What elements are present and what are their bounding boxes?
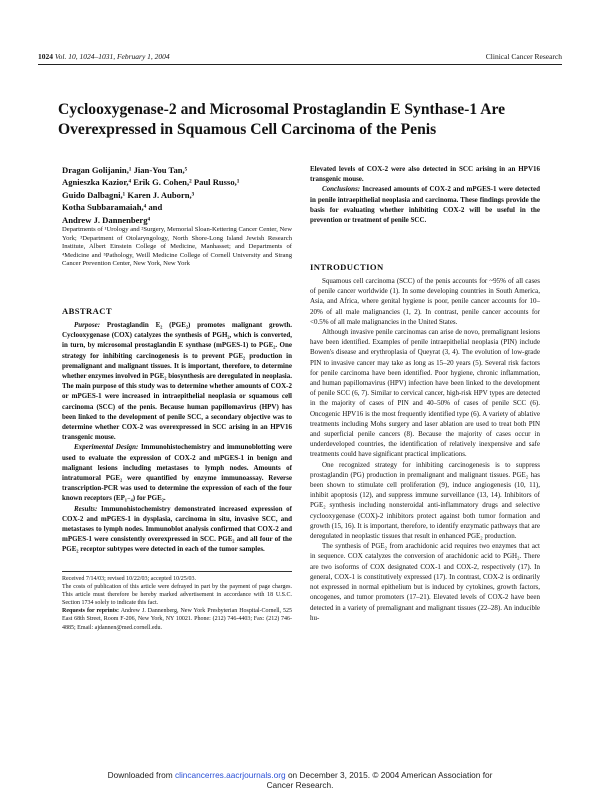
reprints-label: Requests for reprints:	[62, 608, 120, 615]
abstract-design	[62, 442, 292, 503]
page-number: 1024	[38, 52, 53, 61]
running-header	[38, 52, 562, 64]
publication-costs: The costs of publication of this article were defrayed in part by the payment of page charges. This article must therefore be hereby marked advertisement in accordance with 18 U.S.C. Section 1734 solely to indicate this fact.	[62, 584, 292, 607]
abstract-results	[62, 504, 292, 555]
author-line: Agnieszka Kazior,⁴ Erik G. Cohen,² Paul Russo,¹	[62, 177, 240, 188]
purpose-text: Prostaglandin E₂ (PGE₂) promotes malignant growth. Cyclooxygenase (COX) catalyzes the synthesis of PGH₂, which is converted, in turn, by microsomal prostaglandin E synthase (mPGES-1) to PGE₂. One strategy for inhibiting carcinogenesis is to prevent PGE₂ production in premalignant and malignant tissues. It is important, therefore, to determine whether enzymes involved in PGE₂ biosynthesis are deregulated in neoplasia. The main purpose of this study was to determine whether amounts of COX-2 or mPGES-1 were increased in intraepithelial neoplasia or squamous cell carcinoma (SCC) of the penis. Because human papillomavirus (HPV) has been linked to the development of penile SCC, a secondary objective was to determine whether COX-2 was overexpressed in SCC arising in an HPV16 transgenic mouse.	[62, 321, 293, 442]
download-middle: on December 3, 2015. © 2004 American Association for	[285, 770, 493, 780]
footnotes	[62, 575, 292, 632]
intro-paragraph: The synthesis of PGE₂ from arachidonic acid requires two enzymes that act in sequence. COX catalyzes the conversion of arachidonic acid to PGH₂. There are two isoforms of COX designated COX-1 and COX-2, respectively (17). In general, COX-1 is constitutively expressed (17). In contrast, COX-2 is ordinarily not expressed in normal epithelium but is induced by cytokines, growth factors, oncogenes, and tumor promoters (17–21). Elevated levels of COX-2 have been detected in a variety of premalignant and malignant tissues (22–28). An inducible hu-	[310, 542, 540, 622]
journal-link[interactable]: clincancerres.aacrjournals.org	[174, 770, 286, 780]
author-line: Andrew J. Dannenberg⁴	[62, 214, 151, 225]
download-prefix: Downloaded from	[107, 770, 175, 780]
results-continued: Elevated levels of COX-2 were also detected in SCC arising in an HPV16 transgenic mouse.	[310, 165, 540, 184]
intro-paragraph: Squamous cell carcinoma (SCC) of the penis accounts for ~95% of all cases of penile cancer worldwide (1). In some developing countries in South America, Asia, and Africa, where genital hygiene is poor, penile cancer accounts for 10–20% of all male malignancies (1, 2). In contrast, penile cancer accounts for <0.5% of all male malignancies in the United States.	[310, 277, 540, 326]
introduction-body	[310, 276, 540, 623]
reprint-request	[62, 607, 292, 631]
article-title: Cyclooxygenase-2 and Microsomal Prostaglandin E Synthase-1 Are Overexpressed in Squamous Cell Carcinoma of the Penis	[58, 101, 506, 138]
journal-name: Clinical Cancer Research	[485, 52, 562, 61]
affiliations: Departments of ¹Urology and ²Surgery, Memorial Sloan-Kettering Cancer Center, New York; ³Department of Otolaryngology, North Shore-Long Island Jewish Research Institute, Albert Einstein College of Medicine, Manhasset; and Departments of ⁴Medicine and ⁵Pathology, Weill Medicine College of Cornell University and Strang Cancer Prevention Center, New York, New York	[62, 226, 292, 268]
author-line: Guido Dalbagni,¹ Karen J. Auborn,³	[62, 189, 195, 200]
abstract-body	[62, 320, 292, 555]
intro-paragraph: Although invasive penile carcinomas can arise de novo, premalignant lesions have been identified. Examples of penile intraepithelial neoplasia (PIN) include Bowen's disease and erythroplasia of Queyrat (3, 4). The evolution of low-grade PIN to invasive cancer may take as long as 15–20 years (5). Several risk factors for penile carcinoma have been identified. Poor hygiene, chronic inflammation, and human papillomavirus (HPV) infection have been linked to the development of penile SCC (6, 7). Similar to cervical cancer, high-risk HPV types are detected in the majority of cases of PIN and 40–50% of cases of penile SCC (6). Oncogenic HPV16 is the most frequently identified type (6). A variety of ablative treatments including Mohs surgery and laser ablation are used to treat both PIN and superficial penile cancers (8). Because the majority of cases occur in underdeveloped countries, the identification of relatively inexpensive and safe treatments could have significant practical implications.	[310, 328, 540, 459]
header-rule	[38, 64, 562, 65]
results-label: Results:	[74, 504, 98, 513]
footnote-rule	[62, 571, 292, 572]
purpose-label: Purpose:	[74, 321, 101, 329]
citation: Vol. 10, 1024–1031, February 1, 2004	[54, 52, 170, 61]
abstract-continuation	[310, 164, 540, 225]
introduction-heading: INTRODUCTION	[310, 262, 384, 272]
results-text: Immunohistochemistry demonstrated increased expression of COX-2 and mPGES-1 in dysplasia, carcinoma in situ, invasive SCC, and metastases to lymph nodes. Immunoblot analysis confirmed that COX-2 and mPGES-1 were consistently overexpressed in SCC. PGE₂ and all four of the PGE₂ receptor subtypes were detected in each of the tumor samples.	[62, 504, 292, 554]
intro-paragraph: One recognized strategy for inhibiting carcinogenesis is to suppress prostaglandin (PG) production in premalignant and malignant tissues. PGE₂ has been shown to stimulate cell proliferation (9), induce angiogenesis (10, 11), inhibit apoptosis (12), and suppress immune surveillance (13, 14). Inhibitors of PGE₂ synthesis including nonsteroidal anti-inflammatory drugs and selective cyclooxygenase (COX)-2 inhibitors protect against both tumor formation and growth (15, 16). It is important, therefore, to identify enzymatic pathways that are deregulated in neoplastic tissues that result in enhanced PGE₂ production.	[310, 460, 540, 541]
design-text: Immunohistochemistry and immunoblotting were used to evaluate the expression of COX-2 and mPGES-1 in benign and malignant lesions including metastases to lymph nodes. Amounts of intratumoral PGE₂ were quantified by enzyme immunoassay. Reverse transcription-PCR was used to determine the expression of each of the four known receptors (EP₁₋₄) for PGE₂.	[62, 443, 292, 503]
received-dates: Received 7/14/03; revised 10/22/03; accepted 10/25/03.	[62, 576, 196, 582]
abstract-heading: ABSTRACT	[62, 306, 112, 316]
abstract-conclusions	[310, 184, 540, 225]
download-line-2: Cancer Research.	[266, 780, 334, 790]
download-notice	[0, 770, 600, 790]
abstract-purpose	[62, 320, 292, 442]
reprints-text: Andrew J. Dannenberg, New York Presbyterian Hospital-Cornell, 525 East 68th Street, Room F-206, New York, NY 10021. Phone: (212) 746-4403; Fax: (212) 746-4885; Email: ajdannen@med.cornell.edu.	[62, 608, 292, 631]
author-line: Dragan Golijanin,¹ Jian-You Tan,⁵	[62, 165, 188, 175]
design-label: Experimental Design:	[74, 443, 139, 452]
conclusions-text: Increased amounts of COX-2 and mPGES-1 were detected in penile intraepithelial neoplasia and carcinoma. These findings provide the basis for evaluating whether inhibiting COX-2 will be useful in the prevention or treatment of penile SCC.	[310, 185, 540, 225]
author-list	[62, 164, 292, 226]
download-line-1	[0, 770, 600, 780]
author-line: Kotha Subbaramaiah,⁴ and	[62, 202, 163, 213]
header-left	[38, 52, 170, 61]
conclusions-label: Conclusions:	[322, 185, 361, 194]
